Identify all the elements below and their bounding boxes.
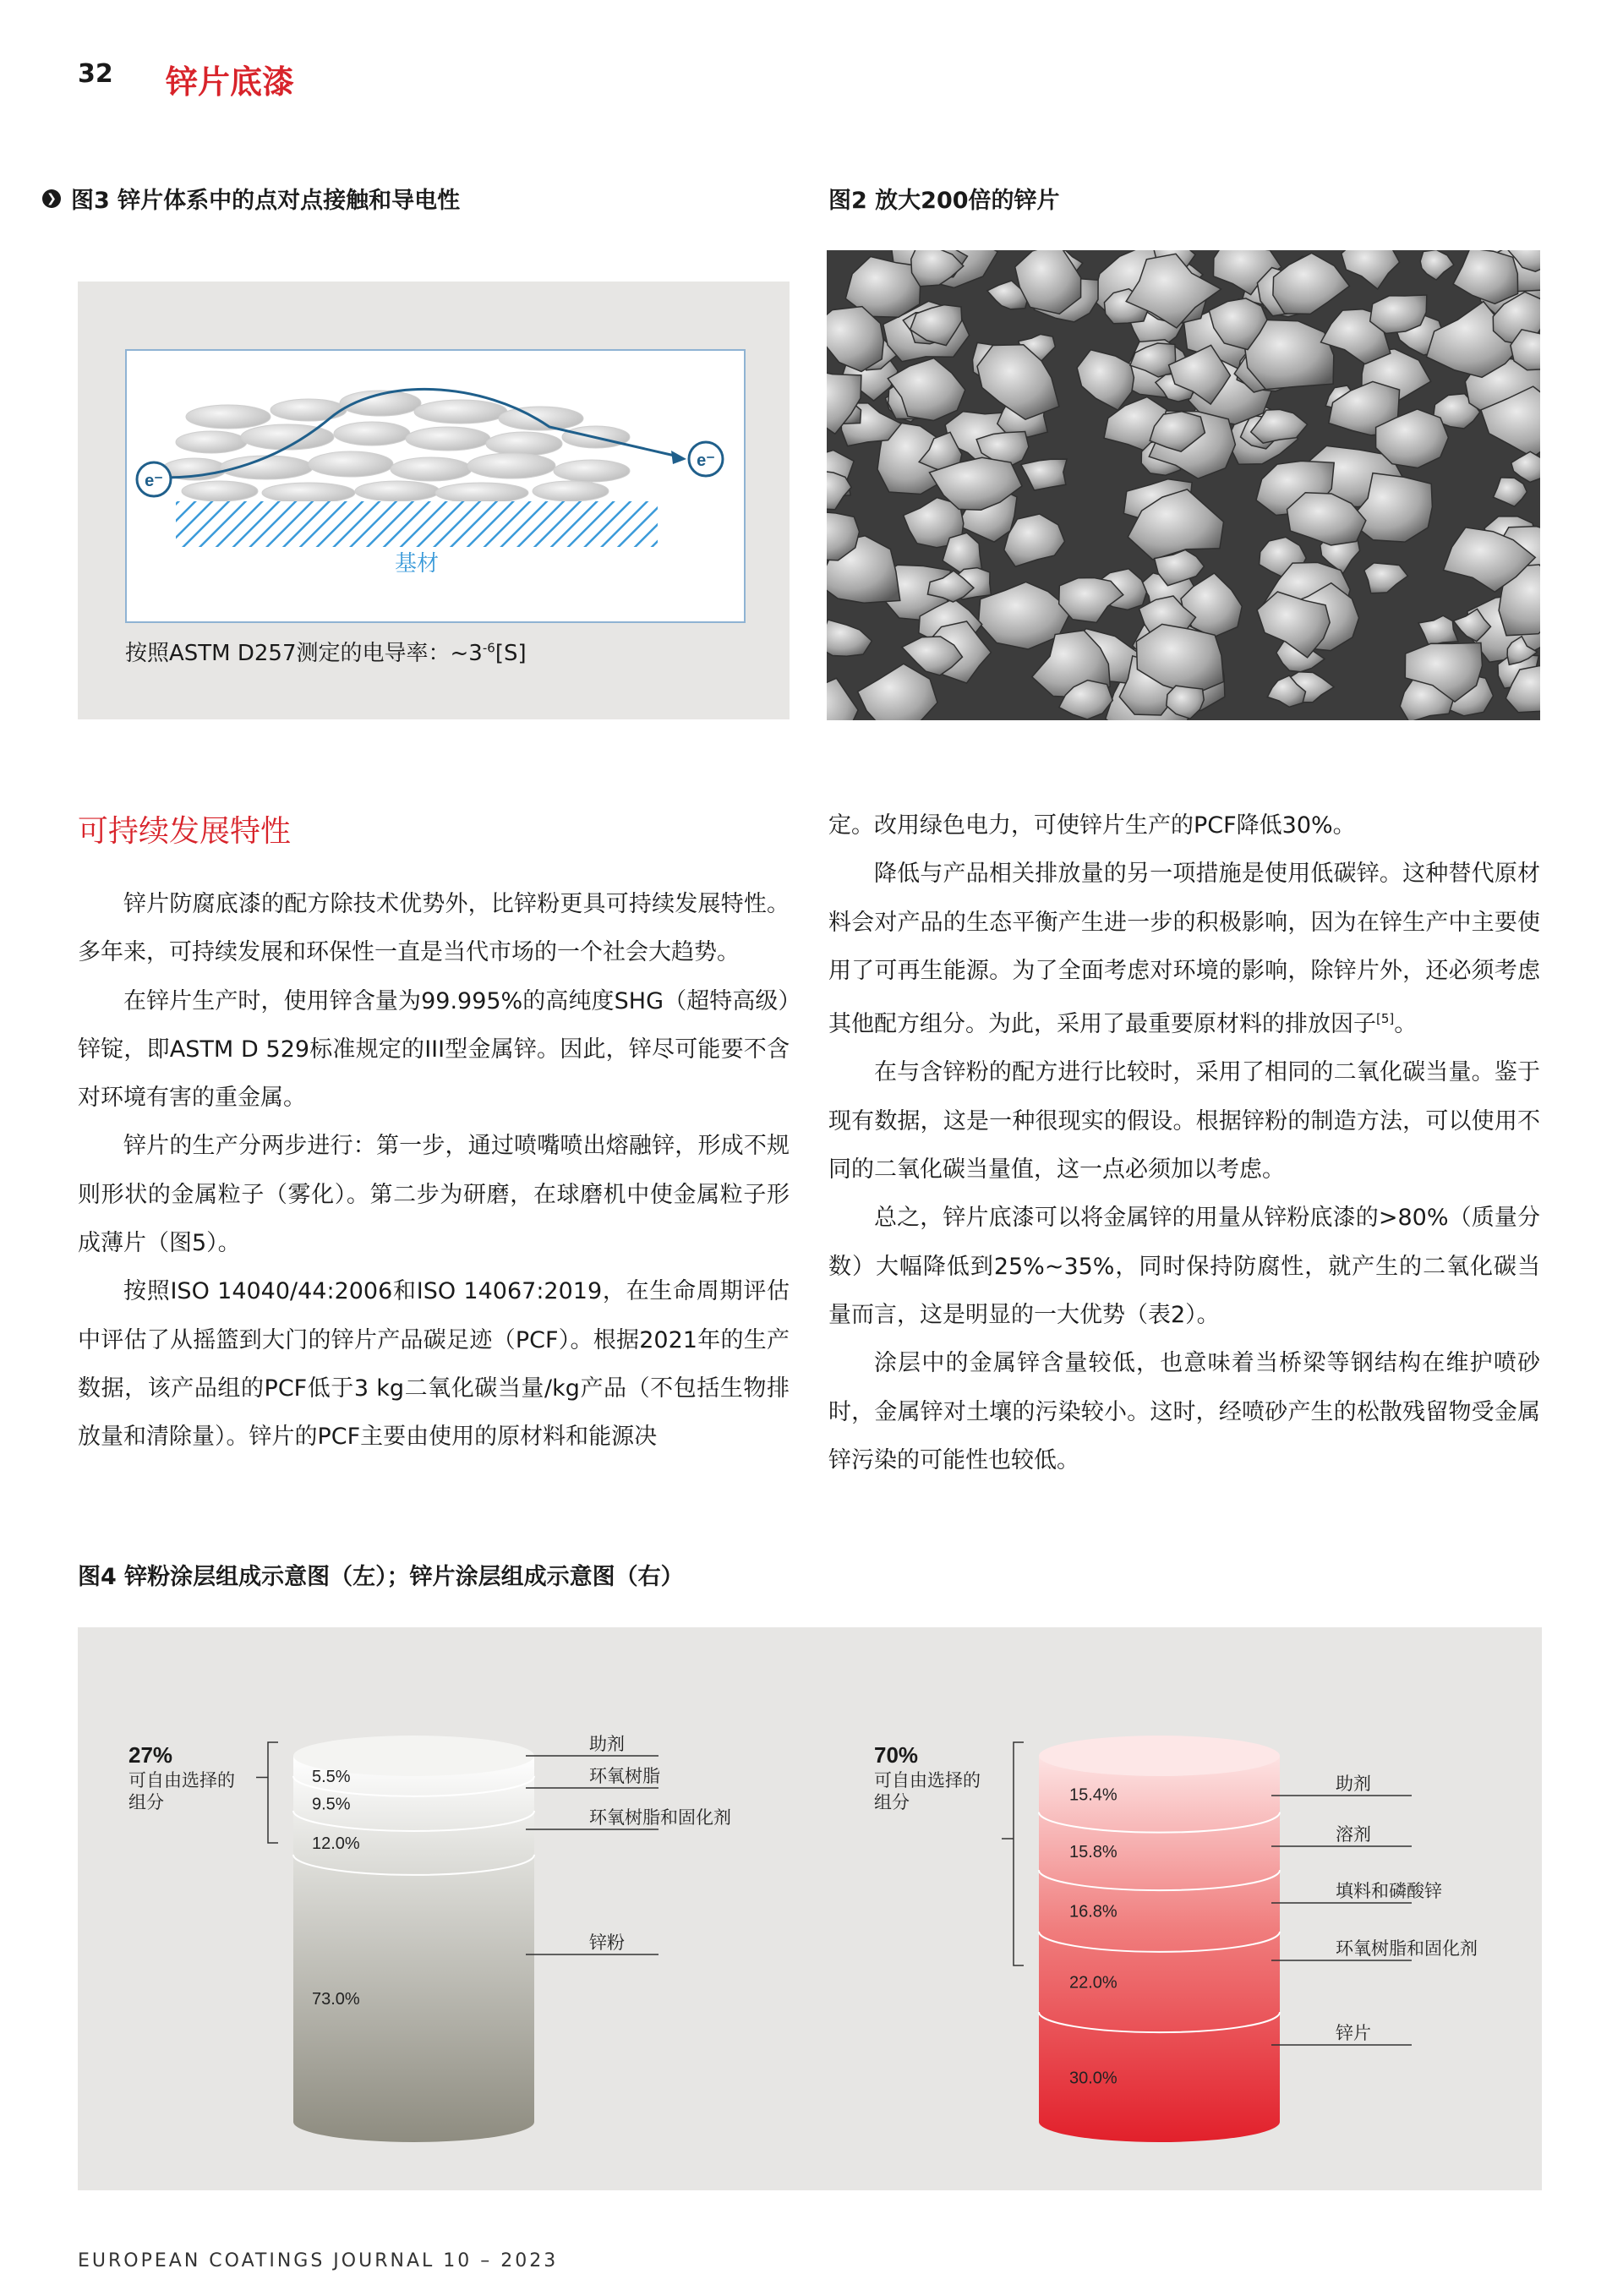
substrate-label: 基材 (394, 550, 440, 576)
layer-percent: 30.0% (1069, 2069, 1118, 2088)
paragraph (828, 850, 1540, 1048)
free-components-label: 可自由选择的 (128, 1771, 235, 1790)
paragraph: 锌片的生产分两步进行：第一步，通过喷嘴喷出熔融锌，形成不规则形状的金属粒子（雾化）。第二步为研磨，在球磨机中使金属粒子形成薄片（图5）。 (78, 1133, 790, 1257)
layer-percent: 5.5% (312, 1768, 351, 1787)
conductivity-diagram (127, 351, 744, 621)
zinc-dust-cylinder (128, 1735, 731, 2142)
zinc-flakes (162, 391, 630, 503)
layer-percent: 9.5% (312, 1795, 351, 1814)
layer-label: 环氧树脂和固化剂 (589, 1808, 731, 1828)
layer-percent: 12.0% (312, 1834, 360, 1854)
paragraph: 在锌片生产时，使用锌含量为99.995%的高纯度SHG（超特高级）锌锭，即ASTM D 529标准规定的III型金属锌。因此，锌尽可能要不含对环境有害的重金属。 (78, 987, 790, 1112)
layer-label: 环氧树脂和固化剂 (1336, 1939, 1478, 1959)
free-components-bracket (256, 1742, 278, 1843)
layer-label: 助剂 (1336, 1774, 1371, 1794)
layer-label: 助剂 (589, 1735, 625, 1754)
electron-left-label: e⁻ (145, 472, 163, 490)
free-components-bracket (1002, 1742, 1024, 1965)
citation: [5] (1376, 1011, 1395, 1027)
arrow-head-icon (671, 451, 686, 464)
conductivity-note-suffix: [S] (495, 641, 527, 666)
paragraph-tail: 。 (1394, 1011, 1418, 1038)
section-heading: 可持续发展特性 (78, 814, 292, 849)
substrate-hatch (176, 501, 658, 547)
figure3-caption (42, 182, 460, 215)
free-components-label: 可自由选择的 (874, 1771, 981, 1790)
composition-diagram (78, 1627, 1542, 2190)
conductivity-note (125, 636, 527, 667)
layer-percent: 22.0% (1069, 1973, 1118, 1993)
paragraph: 在与含锌粉的配方进行比较时，采用了相同的二氧化碳当量。鉴于现有数据，这是一种很现实的假设。根据锌粉的制造方法，可以使用不同的二氧化碳当量值，这一点必须加以考虑。 (828, 1059, 1540, 1184)
layer-label: 锌粉 (589, 1933, 625, 1953)
conductivity-note-sup: -6 (482, 640, 495, 656)
layer-label: 溶剂 (1336, 1825, 1371, 1845)
left-column (78, 880, 790, 1462)
paragraph: 定。改用绿色电力，可使锌片生产的PCF降低30%。 (828, 812, 1356, 839)
paragraph-text: 降低与产品相关排放量的另一项措施是使用低碳锌。这种替代原材料会对产品的生态平衡产生进一步的积极影响，因为在锌生产中主要使用了可再生能源。为了全面考虑对环境的影响，除锌片外，还必须考虑其他配方组分。为此，采用了最重要原材料的排放因子 (828, 861, 1540, 1038)
free-components-label: 组分 (874, 1793, 910, 1812)
free-components-label: 组分 (128, 1793, 164, 1812)
conductivity-note-prefix: 按照ASTM D257测定的电导率：~3 (125, 641, 483, 666)
layer-label: 环氧树脂 (589, 1767, 660, 1786)
figure3-diagram (125, 349, 746, 623)
page-title: 锌片底漆 (166, 63, 295, 101)
free-components-percent: 70% (874, 1742, 919, 1768)
layer-percent: 73.0% (312, 1990, 360, 2009)
page-number: 32 (78, 59, 113, 89)
free-components-percent: 27% (128, 1742, 173, 1768)
paragraph: 涂层中的金属锌含量较低，也意味着当桥梁等钢结构在维护喷砂时，金属锌对土壤的污染较小。这时，经喷砂产生的松散残留物受金属锌污染的可能性也较低。 (828, 1350, 1540, 1473)
right-column (828, 801, 1540, 1484)
layer-label: 填料和磷酸锌 (1336, 1882, 1442, 1901)
layer-percent: 16.8% (1069, 1902, 1118, 1922)
electron-right-label: e⁻ (697, 451, 715, 470)
layer-label: 锌片 (1336, 2024, 1371, 2043)
micrograph-texture (827, 250, 1540, 720)
chevron-right-icon: ❯ (42, 189, 61, 208)
paragraph: 总之，锌片底漆可以将金属锌的用量从锌粉底漆的>80%（质量分数）大幅降低到25%~35%，同时保持防腐性，就产生的二氧化碳当量而言，这是明显的一大优势（表2）。 (828, 1205, 1540, 1328)
layer-percent: 15.4% (1069, 1785, 1118, 1805)
cylinder-top (1039, 1736, 1280, 1776)
figure3-caption-text: 图3 锌片体系中的点对点接触和导电性 (71, 188, 461, 214)
zinc-flake-cylinder (874, 1736, 1478, 2142)
journal-footer: EUROPEAN COATINGS JOURNAL 10 – 2023 (78, 2250, 559, 2271)
figure4-panel (78, 1627, 1542, 2190)
zinc-flake-micrograph (827, 250, 1540, 720)
figure2-caption: 图2 放大200倍的锌片 (828, 188, 1060, 214)
paragraph: 锌片防腐底漆的配方除技术优势外，比锌粉更具可持续发展特性。多年来，可持续发展和环保性一直是当代市场的一个社会大趋势。 (78, 891, 790, 966)
paragraph: 按照ISO 14040/44:2006和ISO 14067:2019，在生命周期评估中评估了从摇篮到大门的锌片产品碳足迹（PCF）。根据2021年的生产数据，该产品组的PCF低于3 kg二氧化碳当量/kg产品（不包括生物排放量和清除量）。锌片的PCF主要由使用的原材料和能源决 (78, 1278, 790, 1451)
layer-percent: 15.8% (1069, 1843, 1118, 1862)
figure4-caption: 图4 锌粉涂层组成示意图（左）；锌片涂层组成示意图（右） (78, 1564, 684, 1590)
